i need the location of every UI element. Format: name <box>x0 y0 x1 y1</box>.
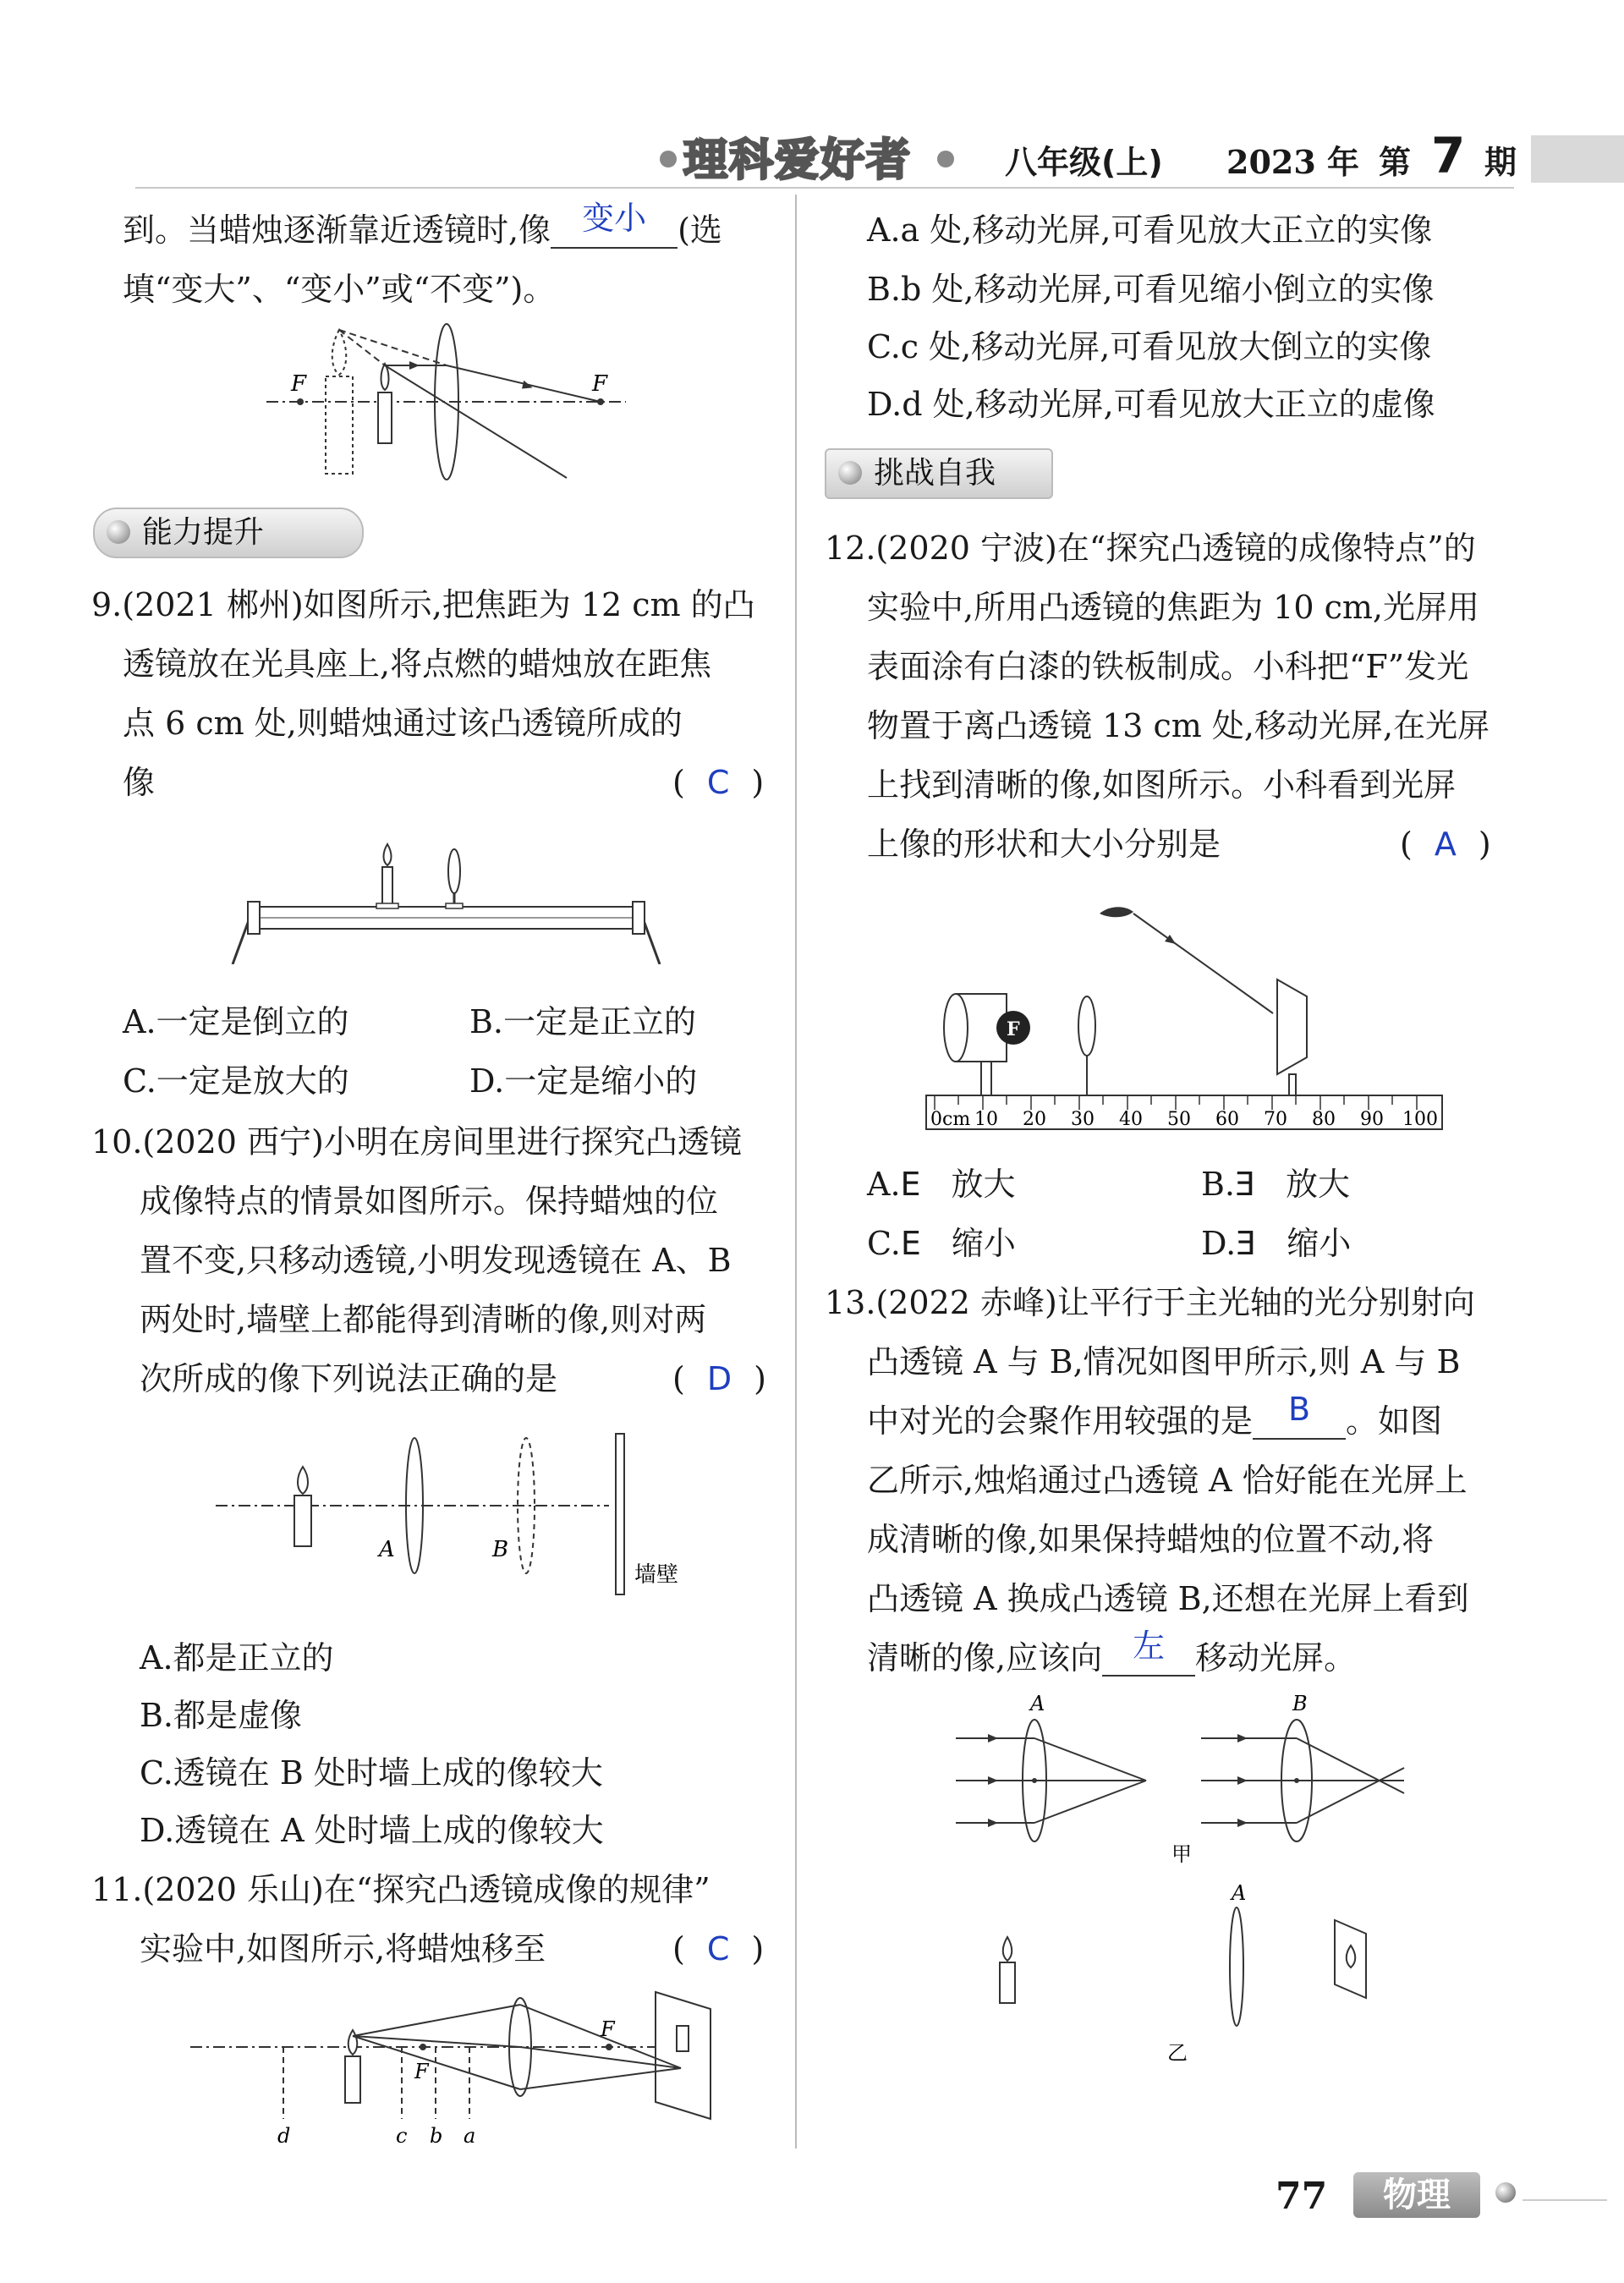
q10-figure <box>211 1430 719 1607</box>
light-screen <box>656 1992 710 2119</box>
image-shape-icon: E <box>1235 1166 1256 1203</box>
section-ability-badge: 能力提升 <box>93 508 364 558</box>
convex-lens <box>1078 996 1095 1056</box>
ruler-label: 30 <box>1071 1109 1095 1130</box>
page-number: 77 <box>1276 2175 1328 2218</box>
header-issue-suffix: 期 <box>1484 144 1517 181</box>
focal-point-label: F <box>291 371 307 397</box>
q8-line1: 到。当蜡烛逐渐靠近透镜时,像 变小 (选 <box>123 200 722 249</box>
q12-line4: 物置于离凸透镜 13 cm 处,移动光屏,在光屏 <box>867 707 1490 744</box>
candle <box>1000 1962 1015 2003</box>
q10-option-b: B.都是虚像 <box>140 1697 303 1734</box>
q9-line4: 像 <box>123 764 156 801</box>
ruler-label: 100 <box>1402 1109 1438 1130</box>
column-divider <box>795 195 797 2149</box>
candle-virtual-image <box>326 376 353 474</box>
q9-figure-optical-bench <box>224 837 664 964</box>
q12-option-a: A.E 放大 <box>867 1166 1016 1203</box>
lens-a-label: A <box>1232 1881 1247 1905</box>
image-shape-icon: E <box>900 1166 921 1203</box>
q11-option-a: A.a 处,移动光屏,可看见放大正立的实像 <box>867 211 1433 249</box>
q9-line3: 点 6 cm 处,则蜡烛通过该凸透镜所成的 <box>123 705 683 742</box>
q10-line1: 10.(2020 西宁)小明在房间里进行探究凸透镜 <box>91 1123 742 1161</box>
convex-lens <box>448 849 460 893</box>
figure-caption: 甲 <box>1171 1842 1192 1866</box>
q12-line5: 上找到清晰的像,如图所示。小科看到光屏 <box>867 766 1457 804</box>
q13-answer-1: B <box>1287 1391 1311 1428</box>
q13-line5: 成清晰的像,如果保持蜡烛的位置不动,将 <box>867 1521 1435 1558</box>
q12-line1: 12.(2020 宁波)在“探究凸透镜的成像特点”的 <box>825 530 1476 567</box>
wall-label: 墙壁 <box>634 1562 679 1588</box>
q13-line3: 中对光的会聚作用较强的是 B 。如图 <box>867 1391 1443 1440</box>
q12-figure <box>922 888 1455 1133</box>
figure-caption: 乙 <box>1167 2041 1188 2065</box>
ruler-label: 90 <box>1360 1109 1384 1130</box>
q9-option-d: D.一定是缩小的 <box>469 1062 698 1100</box>
q12-answer: A <box>1434 826 1457 863</box>
q13-figure-yi <box>981 1878 1379 2072</box>
q10-option-d: D.透镜在 A 处时墙上成的像较大 <box>140 1812 604 1849</box>
flame-virtual-image <box>332 330 347 375</box>
focal-point-label: F <box>601 2017 615 2041</box>
candle <box>382 867 392 905</box>
q11-figure <box>182 1984 732 2153</box>
q13-line2: 凸透镜 A 与 B,情况如图甲所示,则 A 与 B <box>867 1343 1461 1380</box>
q10-answer: D <box>706 1360 732 1397</box>
footer-rule <box>1522 2199 1607 2201</box>
q13-line4: 乙所示,烛焰通过凸透镜 A 恰好能在光屏上 <box>867 1462 1468 1499</box>
q10-line2: 成像特点的情景如图所示。保持蜡烛的位 <box>140 1183 719 1220</box>
q10-option-c: C.透镜在 B 处时墙上成的像较大 <box>140 1754 603 1792</box>
svg-text:F: F <box>1007 1018 1020 1040</box>
q8-line2: 填“变大”、“变小”或“不变”)。 <box>123 271 556 308</box>
q12-option-c: C.E 缩小 <box>867 1225 1016 1262</box>
flame-icon <box>384 844 392 865</box>
candle <box>345 2056 360 2103</box>
position-label: d <box>277 2124 291 2148</box>
q8-figure <box>254 321 634 482</box>
light-screen <box>1277 980 1307 1074</box>
page-header <box>0 0 1624 195</box>
convex-lens-a <box>1230 1907 1243 2026</box>
lens-a-label: A <box>1030 1692 1045 1715</box>
candle <box>378 392 392 443</box>
q12-answer-paren: ( A ) <box>1400 826 1491 863</box>
header-grade: 八年级(上) <box>1005 144 1163 181</box>
bullet-icon <box>107 520 130 544</box>
q13-line6: 凸透镜 A 换成凸透镜 B,还想在光屏上看到 <box>867 1580 1469 1617</box>
flame-icon <box>1003 1937 1012 1961</box>
lens-b-label: B <box>1292 1692 1308 1715</box>
q12-option-b: B.E 放大 <box>1201 1166 1351 1203</box>
q10-line3: 置不变,只移动透镜,小明发现透镜在 A、B <box>140 1242 732 1279</box>
brand-logo: 理科爱好者 <box>683 135 913 186</box>
q10-line5: 次所成的像下列说法正确的是 <box>140 1360 558 1397</box>
footer-dot-icon <box>1495 2182 1516 2203</box>
focal-point-label: F <box>414 2060 429 2083</box>
ruler-label: 20 <box>1023 1109 1046 1130</box>
q12-line6: 上像的形状和大小分别是 <box>867 826 1221 863</box>
q9-option-b: B.一定是正立的 <box>469 1003 697 1040</box>
q9-line2: 透镜放在光具座上,将点燃的蜡烛放在距焦 <box>123 645 712 683</box>
focal-point-label: F <box>592 371 608 397</box>
subject-badge: 物理 <box>1353 2172 1480 2218</box>
candle <box>294 1495 311 1546</box>
eye-icon <box>1100 907 1133 917</box>
ruler-label: 40 <box>1119 1109 1143 1130</box>
q10-answer-paren: ( D ) <box>672 1360 766 1397</box>
flame-icon <box>348 2030 358 2055</box>
q11-option-c: C.c 处,移动光屏,可看见放大倒立的实像 <box>867 328 1432 365</box>
q9-answer-paren: ( C ) <box>672 764 765 801</box>
q13-answer-2: 左 <box>1133 1627 1166 1665</box>
q11-line1: 11.(2020 乐山)在“探究凸透镜成像的规律” <box>91 1871 710 1908</box>
header-issue-number: 7 <box>1431 127 1466 184</box>
q10-line4: 两处时,墙壁上都能得到清晰的像,则对两 <box>140 1301 707 1338</box>
q12-option-d: D.E 缩小 <box>1201 1225 1352 1262</box>
ruler-label: 10 <box>974 1109 998 1130</box>
ruler-label: 0cm <box>930 1109 971 1130</box>
q11-answer: C <box>706 1930 730 1967</box>
section-challenge-badge: 挑战自我 <box>825 448 1053 499</box>
q11-line2: 实验中,如图所示,将蜡烛移至 <box>140 1930 546 1967</box>
q11-answer-paren: ( C ) <box>672 1930 765 1967</box>
ruler-label: 70 <box>1264 1109 1287 1130</box>
q9-option-c: C.一定是放大的 <box>123 1062 349 1100</box>
q9-line1: 9.(2021 郴州)如图所示,把焦距为 12 cm 的凸 <box>91 586 755 623</box>
position-label: a <box>464 2124 476 2148</box>
q13-figure-jia <box>956 1692 1429 1869</box>
flame-icon <box>298 1467 308 1494</box>
bullet-icon <box>838 461 862 485</box>
ruler-label: 80 <box>1312 1109 1336 1130</box>
q9-answer: C <box>706 764 730 801</box>
ruler-label: 60 <box>1215 1109 1239 1130</box>
q9-option-a: A.一定是倒立的 <box>123 1003 349 1040</box>
q12-line2: 实验中,所用凸透镜的焦距为 10 cm,光屏用 <box>867 589 1479 626</box>
image-shape-icon: E <box>900 1225 921 1262</box>
wall <box>616 1434 624 1594</box>
q8-answer: 变小 <box>582 200 647 237</box>
q13-line7: 清晰的像,应该向 左 移动光屏。 <box>867 1627 1357 1677</box>
q10-option-a: A.都是正立的 <box>140 1639 334 1677</box>
position-label: b <box>430 2124 443 2148</box>
lens-b-label: B <box>492 1537 509 1562</box>
q11-option-d: D.d 处,移动光屏,可看见放大正立的虚像 <box>867 386 1435 423</box>
lens-a-label: A <box>379 1537 395 1562</box>
q12-line3: 表面涂有白漆的铁板制成。小科把“F”发光 <box>867 648 1469 685</box>
ruler-label: 50 <box>1167 1109 1191 1130</box>
image-shape-icon: E <box>1236 1225 1257 1262</box>
position-label: c <box>396 2124 408 2148</box>
q11-option-b: B.b 处,移动光屏,可看见缩小倒立的实像 <box>867 271 1435 308</box>
header-issue-prefix: 第 <box>1379 144 1412 181</box>
q13-line1: 13.(2022 赤峰)让平行于主光轴的光分别射向 <box>825 1284 1475 1321</box>
header-year: 2023 年 <box>1226 143 1359 181</box>
